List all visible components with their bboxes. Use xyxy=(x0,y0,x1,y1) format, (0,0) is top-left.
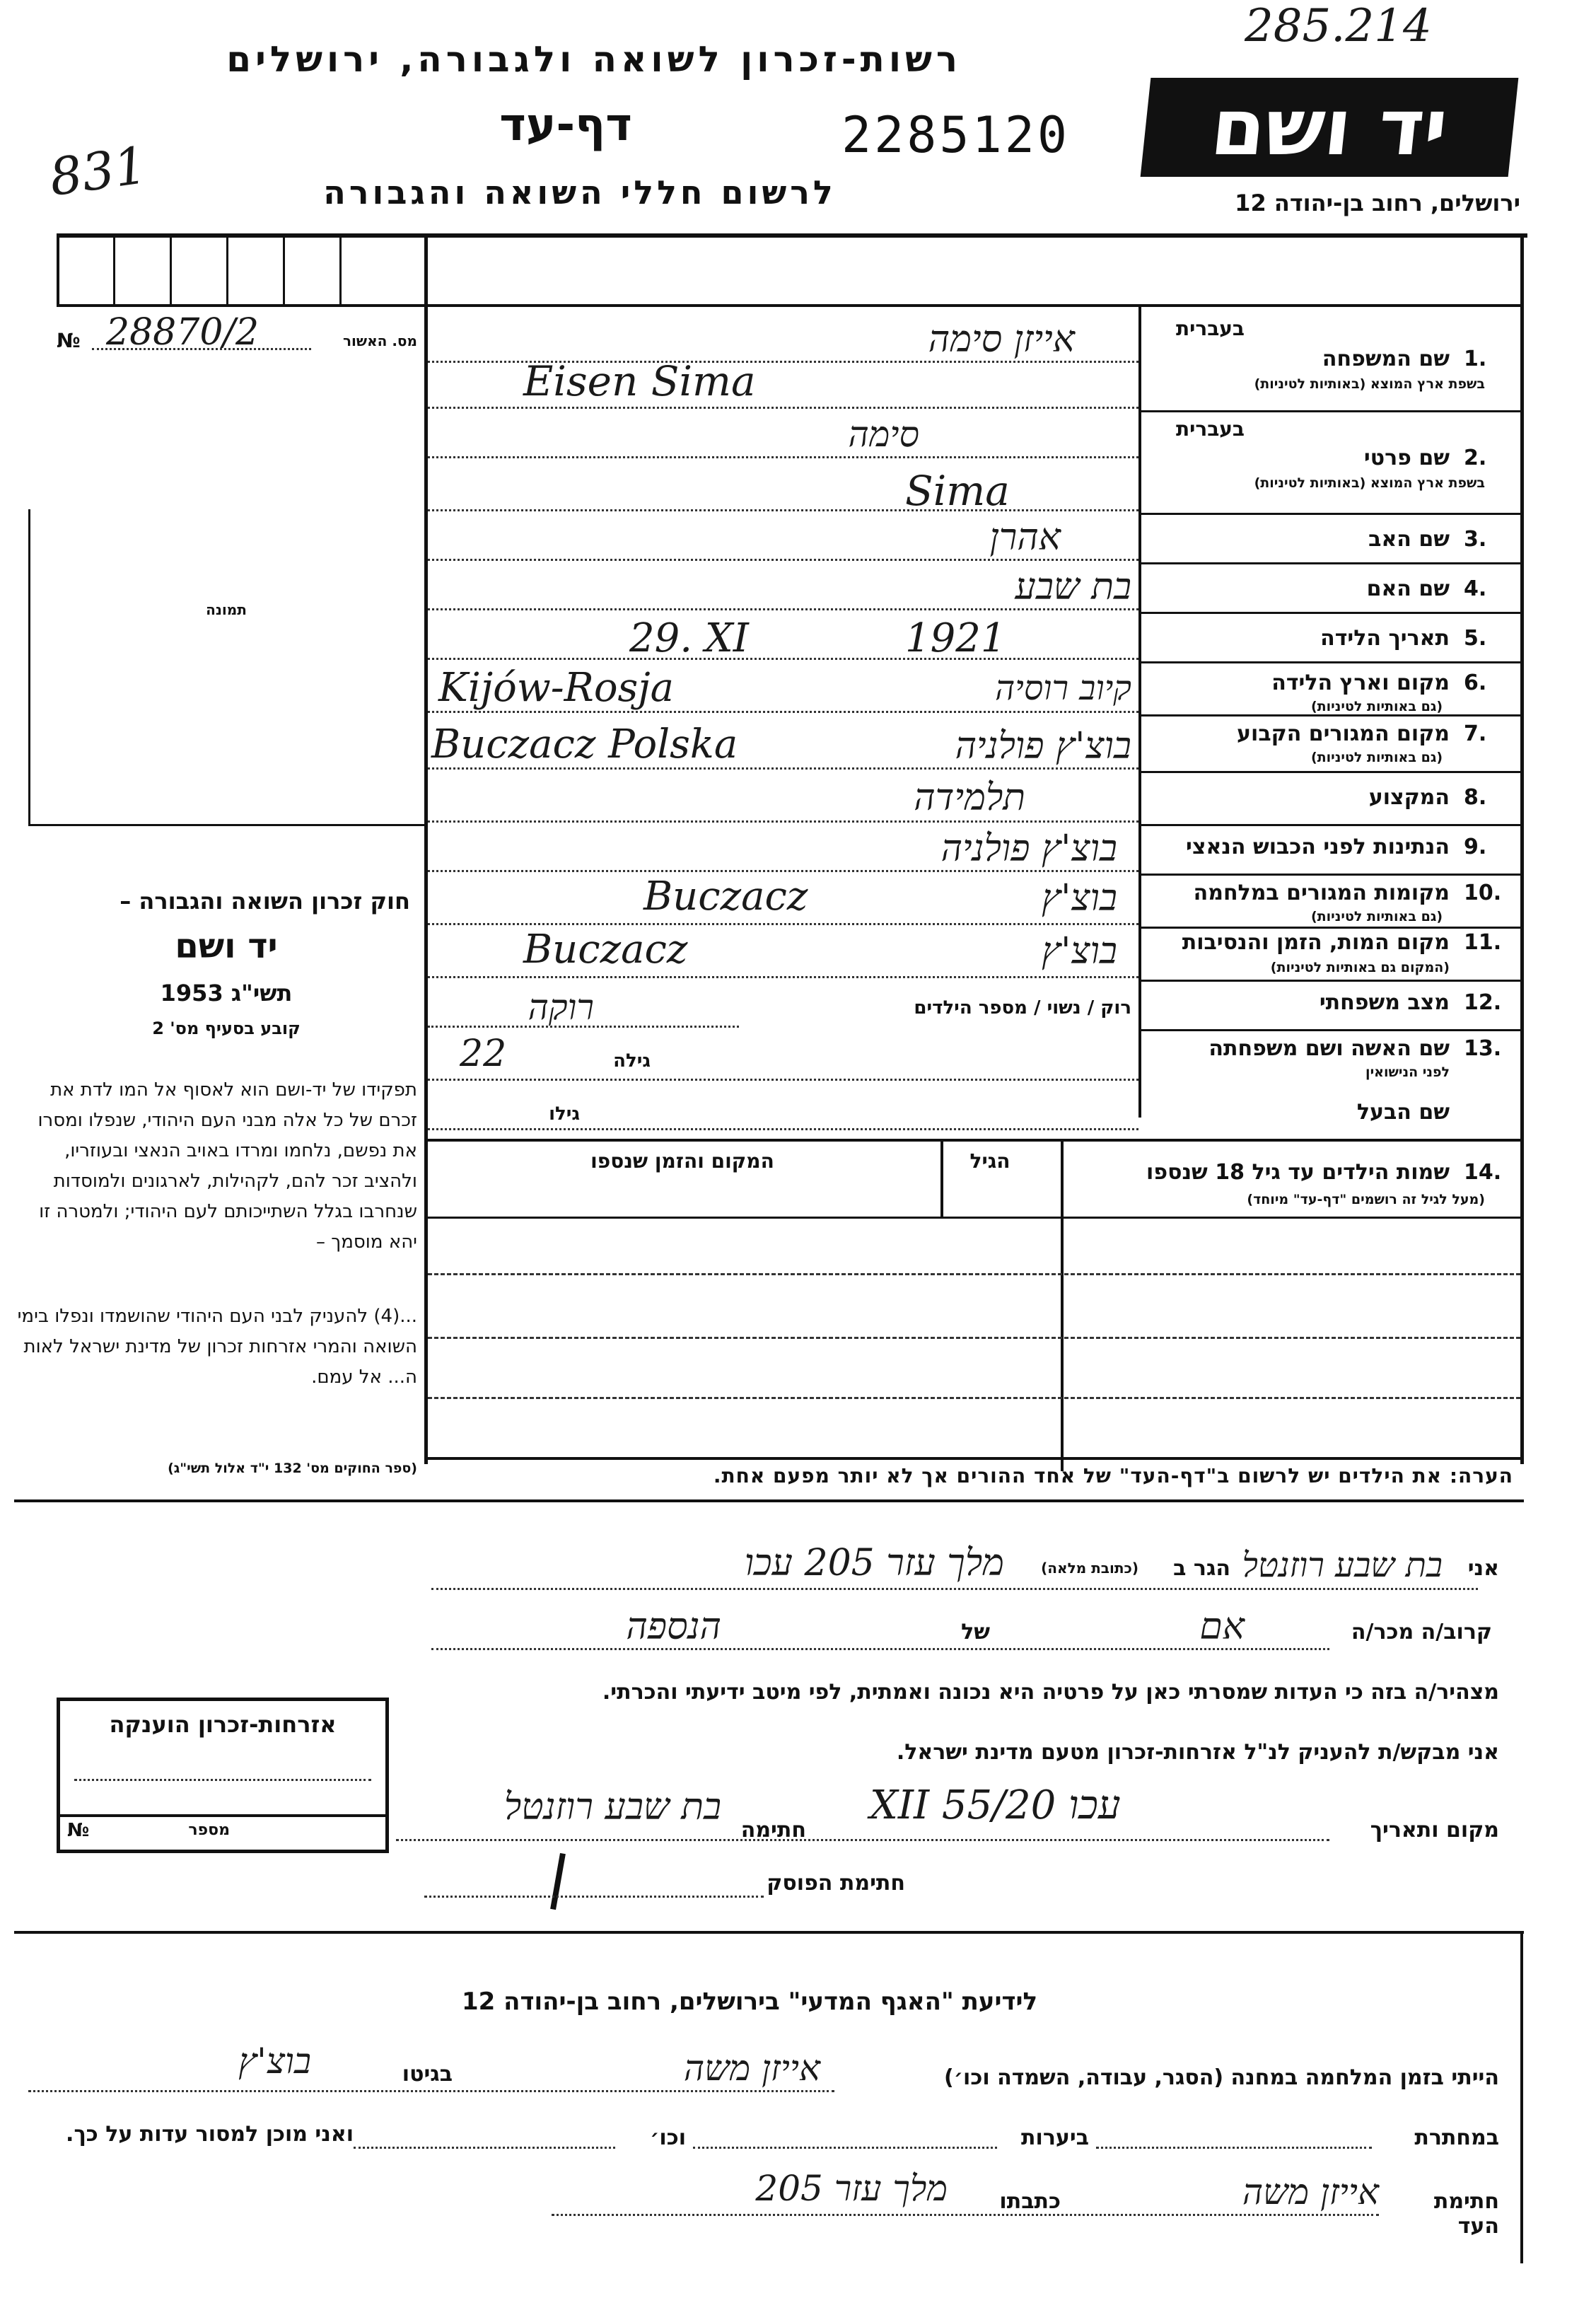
field-7-value-hebrew[interactable]: בוצ'ץ פולניה xyxy=(955,725,1131,767)
law-paragraph-1: תפקידו של יד-ושם הוא לאסוף אל המו לדת את זכרם של כל אלה מבני העם היהודי, שנפלו ומסרו את נפשם, נלחמו ומרדו באויב הנאצי ובעוזריו, ולהציב זכר להם, לקהילות, לארגונים ולמוסדות שנחרבו בגלל השתייכותם לעם היהודי; ולמטרה זו יהא מוסמך – xyxy=(37,1079,417,1253)
frame-left xyxy=(424,233,428,1464)
field-2-line-1 xyxy=(428,456,1138,458)
witness-partisans-label: במחתרת xyxy=(1414,2125,1499,2150)
row-rule xyxy=(1138,661,1524,663)
row-rule xyxy=(1138,771,1524,773)
field-2-value-hebrew[interactable]: סימה xyxy=(848,414,919,455)
children-col-place: המקום והזמן שנספו xyxy=(590,1149,774,1173)
citizenship-divider xyxy=(60,1814,385,1817)
field-8-label: המקצוע xyxy=(1368,785,1450,810)
witness-etc-label: וכו׳ xyxy=(650,2125,686,2150)
witness-in-label: בגיטו xyxy=(402,2062,453,2087)
children-col-age: הגיל xyxy=(969,1149,1010,1173)
children-row-line xyxy=(428,1273,1520,1275)
children-num: 14. xyxy=(1464,1160,1502,1185)
field-8-line xyxy=(428,820,1138,823)
children-row-line xyxy=(428,1337,1520,1339)
husband-name-label: שם הבעל xyxy=(1356,1100,1450,1125)
row-rule xyxy=(1138,874,1524,876)
field-11-value-latin[interactable]: Buczacz xyxy=(523,927,688,973)
field-4-value[interactable]: בת שבע xyxy=(1015,566,1131,608)
row-rule xyxy=(1138,410,1524,412)
declaration-place-date-value[interactable]: עכו 20/XII 55 xyxy=(870,1782,1121,1828)
stub-box-line xyxy=(57,304,424,307)
row-rule xyxy=(1138,612,1524,614)
field-11-sub: (המקום גם באותיות לטיניות) xyxy=(1270,960,1450,975)
citizenship-number-label: מספר xyxy=(188,1821,230,1839)
stamp-number: 831 xyxy=(45,134,151,208)
field-12-num: 12. xyxy=(1464,990,1502,1015)
children-bottom-rule xyxy=(424,1457,1524,1460)
witness-heading: לידיעת "האגף המדעי" בירושלים, רחוב בן-יהודה 12 xyxy=(461,1988,1038,2016)
field-13-sub: לפני הנישואין xyxy=(1365,1064,1450,1080)
law-source: (ספר החוקים מס' 132 י"ד אלול תשי"ג) xyxy=(168,1461,417,1476)
field-4-num: 4. xyxy=(1464,576,1487,601)
witness-forests-label: ביערות xyxy=(1021,2125,1089,2150)
photo-area-bottom xyxy=(28,824,424,826)
children-label: שמות הילדים עד גיל 18 שנספו xyxy=(1146,1160,1450,1185)
husband-age-label: גילו xyxy=(549,1103,580,1125)
approval-label: מס. האשור xyxy=(343,332,417,349)
witness-address-value[interactable]: מלך עזר 205 xyxy=(755,2168,948,2209)
declaration-place-date-label: מקום ותאריך xyxy=(1370,1818,1499,1843)
field-3-label: שם האב xyxy=(1368,527,1450,552)
row-rule xyxy=(1138,980,1524,982)
declaration-relative-line xyxy=(431,1648,1329,1650)
field-7-sub: (גם באותיות לטיניות) xyxy=(1310,750,1443,765)
declaration-officer-label: חתימת הפוסק xyxy=(767,1871,905,1896)
row-rule xyxy=(1138,562,1524,564)
witness-line xyxy=(1096,2147,1372,2149)
declaration-address-hint: (כתובת מלאה) xyxy=(1041,1560,1138,1577)
declaration-request: אני מבקש/ת להעניק לנ"ל אזרחות-זכרון מטעם מדינת ישראל. xyxy=(896,1740,1499,1765)
field-6-sub: (גם באותיות לטיניות) xyxy=(1310,699,1443,714)
field-13-age-label: גילה xyxy=(613,1050,651,1072)
field-2-hebrew-tag: בעברית xyxy=(1175,417,1245,441)
declaration-place-date-line xyxy=(396,1839,1329,1841)
field-7-line xyxy=(428,767,1138,770)
frame-right-bottom xyxy=(1520,1931,1523,2263)
approval-line xyxy=(92,348,311,350)
field-13-label: שם האשה ושם משפחתה xyxy=(1208,1036,1450,1061)
field-9-line xyxy=(428,870,1138,872)
field-8-value[interactable]: תלמידה xyxy=(914,777,1025,819)
field-6-value-latin[interactable]: Kijów-Rosja xyxy=(438,665,675,711)
declaration-relation-value[interactable]: אם xyxy=(1199,1606,1245,1648)
witness-sign-value[interactable]: אייזן משה xyxy=(1242,2171,1379,2212)
children-sub: (מעל לגיל זה רושמים "דף-עד" מיוחד) xyxy=(1247,1192,1485,1207)
approval-no-sign: № xyxy=(57,329,81,352)
logo-text: יד ושם xyxy=(1206,82,1452,173)
field-1-sub: בשפת ארץ המוצא (באותיות לטיניות) xyxy=(1254,376,1485,392)
field-10-line xyxy=(428,923,1138,925)
header-address: ירושלים, רחוב בן-יהודה 12 xyxy=(1235,190,1520,216)
officer-signature-mark xyxy=(550,1853,566,1910)
stub-box-line xyxy=(170,233,172,304)
field-11-line xyxy=(428,976,1138,978)
field-1-label: שם המשפחה xyxy=(1322,347,1450,371)
witness-sign-label: חתימת העד xyxy=(1433,2189,1499,2239)
law-heading: חוק זכרון השואה והגבורה – xyxy=(120,888,410,915)
field-13-num: 13. xyxy=(1464,1036,1502,1061)
field-10-value-latin[interactable]: Buczacz xyxy=(643,874,808,919)
photo-label: תמונה xyxy=(206,601,247,618)
field-5-label: תאריך הלידה xyxy=(1320,626,1450,651)
field-4-line xyxy=(428,608,1138,610)
stub-box-line xyxy=(113,233,115,304)
header-rule xyxy=(57,233,1527,238)
field-10-sub: (גם באותיות לטיניות) xyxy=(1310,909,1443,924)
field-6-label: מקום וארץ הלידה xyxy=(1271,671,1450,695)
declaration-resides-label: הגר ב xyxy=(1173,1556,1230,1581)
field-13-line xyxy=(428,1079,1138,1081)
field-2-label: שם פרטי xyxy=(1363,446,1450,470)
row-rule xyxy=(1138,714,1524,716)
field-7-value-latin[interactable]: Buczacz Polska xyxy=(431,721,738,767)
declaration-statement: מצהיר/ה בזה כי העדות שמסרתי כאן על פרטיה היא נכונה ואמתית, לפי מיטב ידיעתי והכרתי. xyxy=(602,1680,1499,1705)
children-col-rule xyxy=(1061,1139,1064,1471)
law-name: יד ושם xyxy=(175,927,278,966)
field-9-num: 9. xyxy=(1464,835,1487,859)
stub-box-line xyxy=(57,233,59,304)
field-7-num: 7. xyxy=(1464,721,1487,746)
field-1-line-2 xyxy=(428,407,1138,409)
field-13-age-value[interactable]: 22 xyxy=(460,1033,507,1075)
witness-in-value[interactable]: בוצ'ץ xyxy=(238,2041,311,2082)
row-rule xyxy=(424,1139,1524,1142)
yad-vashem-logo xyxy=(1141,78,1519,177)
field-11-num: 11. xyxy=(1464,930,1502,955)
field-6-num: 6. xyxy=(1464,671,1487,695)
citizenship-title: אזרחות-זכרון הוענקה xyxy=(109,1711,337,1738)
witness-rule xyxy=(14,1931,1524,1934)
declaration-officer-line xyxy=(424,1896,764,1898)
field-1-hebrew-tag: בעברית xyxy=(1175,317,1245,340)
field-11-value-hebrew[interactable]: בוצ'ץ xyxy=(1042,930,1117,973)
law-year: תשי"ג 1953 xyxy=(160,980,293,1006)
children-col-rule xyxy=(940,1139,943,1217)
husband-line xyxy=(428,1128,1138,1130)
field-2-num: 2. xyxy=(1464,446,1487,470)
stub-box-line xyxy=(283,233,285,304)
field-5-num: 5. xyxy=(1464,626,1487,651)
row-rule xyxy=(1138,513,1524,515)
row-rule xyxy=(1138,927,1524,929)
field-10-num: 10. xyxy=(1464,881,1502,905)
serial-number: 2285120 xyxy=(841,106,1071,164)
witness-line xyxy=(693,2147,997,2149)
field-1-num: 1. xyxy=(1464,347,1487,371)
field-3-line xyxy=(428,559,1138,561)
field-12-value[interactable]: רוקה xyxy=(528,987,594,1028)
witness-camp-line xyxy=(28,2090,834,2092)
label-column-rule xyxy=(1138,304,1141,1118)
citizenship-no-sign: № xyxy=(67,1820,90,1841)
law-paragraph-2: ...(4) להעניק לבני העם היהודי שהושמדו ונפלו בימי השואה והמרי אזרחות זכרון של מדינת ישראל לאות ה... אל עמם. xyxy=(17,1306,417,1388)
row-rule xyxy=(1138,824,1524,826)
children-row-line xyxy=(428,1397,1520,1399)
field-10-value-hebrew[interactable]: בוצ'ץ xyxy=(1042,877,1117,919)
children-header-rule xyxy=(424,1217,1524,1219)
field-1-value-latin[interactable]: Eisen Sima xyxy=(523,357,756,405)
declaration-i-label: אני xyxy=(1467,1556,1499,1581)
row-rule xyxy=(1138,1029,1524,1031)
field-2-line-2 xyxy=(428,509,1138,511)
declaration-i-value[interactable]: בת שבע רוזנטל xyxy=(1242,1545,1443,1585)
citizenship-box xyxy=(57,1698,389,1853)
field-5-value-day[interactable]: 29. XI xyxy=(629,615,749,661)
declaration-relative-label: קרוב/ה מכר/ה xyxy=(1351,1620,1492,1644)
citizenship-line xyxy=(74,1779,371,1781)
law-clause: קובע בסעיף מס' 2 xyxy=(152,1019,301,1038)
declaration-signature-label: חתימה xyxy=(740,1818,806,1843)
field-6-line xyxy=(428,711,1138,713)
declaration-address-line xyxy=(431,1588,1478,1590)
field-4-label: שם האם xyxy=(1366,576,1450,601)
witness-camp-value[interactable]: אייזן משה xyxy=(683,2048,820,2089)
approval-number: 28870/2 xyxy=(106,311,260,354)
form-subtitle: לרשום חללי השואה והגבורה xyxy=(323,173,837,211)
field-5-value-year[interactable]: 1921 xyxy=(905,615,1006,661)
witness-sign-line xyxy=(552,2214,1379,2216)
field-9-label: הנתינות לפני הכבוש הנאצי xyxy=(1186,835,1450,859)
field-12-line xyxy=(428,1026,739,1028)
field-11-label: מקום המות, הזמן והנסיבות xyxy=(1182,930,1450,955)
stub-box-line xyxy=(339,233,342,304)
field-9-value[interactable]: בוצ'ץ פולניה xyxy=(940,828,1117,870)
remark-text: הערה: את הילדים יש לרשום ב"דף-העד" של אחד ההורים אך לא יותר מפעם אחת. xyxy=(713,1464,1513,1487)
row-top-rule xyxy=(424,304,1524,307)
declaration-of-label: של xyxy=(961,1620,990,1644)
field-2-value-latin[interactable]: Sima xyxy=(905,467,1010,515)
witness-line xyxy=(354,2147,615,2149)
declaration-of-value[interactable]: הנספה xyxy=(626,1606,721,1648)
witness-camp-text: הייתי בזמן המלחמה במחנה (הסגר, עבודה, השמדה וכו׳) xyxy=(944,2065,1499,2090)
field-3-value[interactable]: אהרן xyxy=(989,516,1061,559)
field-8-num: 8. xyxy=(1464,785,1487,810)
field-7-label: מקום המגורים הקבוע xyxy=(1237,721,1450,746)
field-5-line xyxy=(428,658,1138,660)
institution-line: רשות-זכרון לשואה ולגבורה, ירושלים xyxy=(226,39,962,80)
field-1-value-hebrew[interactable]: אייזן סימה xyxy=(928,318,1075,361)
declaration-signature-value[interactable]: בת שבע רוזנטל xyxy=(503,1786,721,1828)
corner-archive-number: 285.214 xyxy=(1245,0,1432,52)
field-3-num: 3. xyxy=(1464,527,1487,552)
declaration-address-value[interactable]: מלך עזר 205 עכו xyxy=(744,1542,1004,1584)
witness-ready-text: ואני מוכן למסור עדות על כך. xyxy=(66,2122,354,2147)
frame-right xyxy=(1520,233,1524,1464)
witness-address-label: כתבתו xyxy=(999,2189,1061,2214)
form-title: דף-עד xyxy=(499,99,632,151)
field-10-label: מקומות המגורים במלחמה xyxy=(1193,881,1450,905)
field-6-value-hebrew[interactable]: קיוב רוסיה xyxy=(995,668,1131,708)
field-12-status-options: רוק / נשוי / מספר הילדים xyxy=(914,997,1131,1019)
remark-rule xyxy=(14,1499,1524,1502)
field-12-label: מצב משפחתי xyxy=(1319,990,1450,1015)
photo-area-left xyxy=(28,509,30,824)
field-2-sub: בשפת ארץ המוצא (באותיות לטיניות) xyxy=(1254,475,1485,491)
field-1-line-1 xyxy=(428,361,1138,363)
stub-box-line xyxy=(226,233,228,304)
